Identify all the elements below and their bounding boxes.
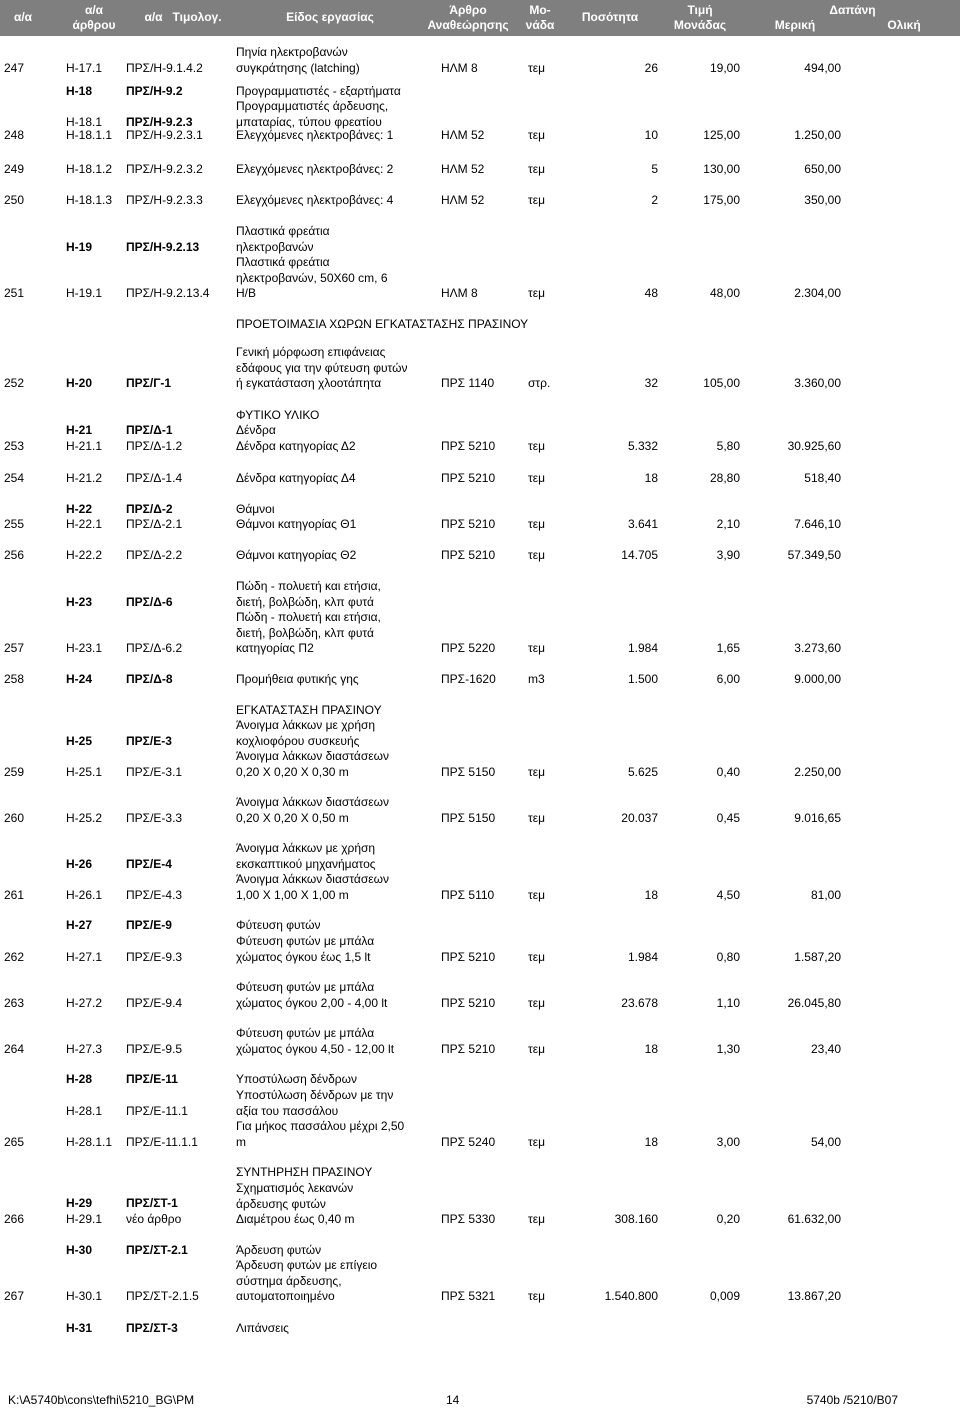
item-code: Η-27 xyxy=(66,918,93,932)
work-description: Φύτευση φυτών με μπάλα χώματος όγκου έως 1,5 lt xyxy=(236,934,375,964)
price-list-code: ΠΡΣ/Ε-11.1.1 xyxy=(126,1134,198,1149)
quantity: 23.678 xyxy=(621,995,658,1010)
unit-price: 1,65 xyxy=(716,641,740,655)
item-code: Η-30.1 xyxy=(66,1289,103,1303)
row-number: 265 xyxy=(4,1134,25,1149)
revision-article: ΗΛΜ 8 xyxy=(441,60,478,75)
quantity: 18 xyxy=(644,1134,658,1149)
price-list-code: ΠΡΣ/Ε-4 xyxy=(126,857,172,871)
revision-article: ΗΛΜ 52 xyxy=(441,162,485,176)
work-description: Φύτευση φυτών με μπάλα χώματος όγκου 4,50 - 12,00 lt xyxy=(236,1026,395,1056)
revision-article: ΠΡΣ 5321 xyxy=(441,1289,496,1303)
item-code: Η-18.1.3 xyxy=(66,193,113,207)
footer-page-number: 14 xyxy=(446,1393,460,1407)
work-description: Πηνία ηλεκτροβανών συγκράτησης (latching) xyxy=(236,45,360,75)
work-description: Άνοιγμα λάκκων διαστάσεων 1,00 Χ 1,00 Χ 1,00 m xyxy=(236,872,389,902)
item-code: Η-18.1 xyxy=(66,114,103,129)
revision-article: ΗΛΜ 52 xyxy=(441,193,485,207)
price-list-code: ΠΡΣ/Η-9.2.3.2 xyxy=(126,162,203,176)
unit: τεμ xyxy=(528,439,546,453)
row-number: 260 xyxy=(4,810,25,825)
price-list-code: ΠΡΣ/Δ-2.1 xyxy=(126,517,183,531)
item-code: Η-24 xyxy=(66,672,93,686)
unit: m3 xyxy=(528,672,545,686)
row-number: 261 xyxy=(4,887,25,902)
col-posotita: Ποσότητα xyxy=(581,10,639,24)
partial-cost: 3.360,00 xyxy=(794,376,841,390)
col-aa-arthrou: α/α άρθρου xyxy=(72,3,116,32)
unit: τεμ xyxy=(528,764,546,779)
unit: τεμ xyxy=(528,471,546,485)
work-description: Πώδη - πολυετή και ετήσια, διετή, βολβώδη, κλπ φυτά κατηγορίας Π2 xyxy=(236,610,381,655)
item-code: Η-23.1 xyxy=(66,641,103,655)
col-aa-timolog: α/α Τιμολογ. xyxy=(144,10,222,24)
work-description: Πλαστικά φρεάτια ηλεκτροβανών, 50Χ60 cm, 6 Η/Β xyxy=(236,255,388,300)
price-list-code: ΠΡΣ/Ε-9.3 xyxy=(126,949,183,964)
price-list-code: ΠΡΣ/Ε-4.3 xyxy=(126,887,183,902)
partial-cost: 494,00 xyxy=(804,60,841,75)
price-list-code: ΠΡΣ/Η-9.2.3.1 xyxy=(126,128,203,142)
footer-reference: 5740b /5210/B07 xyxy=(806,1393,898,1407)
row-number: 256 xyxy=(4,548,25,562)
row-number: 250 xyxy=(4,193,25,207)
unit: τεμ xyxy=(528,1134,546,1149)
item-code: Η-21.1 xyxy=(66,439,103,453)
partial-cost: 30.925,60 xyxy=(787,439,841,453)
quantity: 308.160 xyxy=(614,1212,658,1226)
price-list-code: ΠΡΣ/Ε-3.1 xyxy=(126,764,183,779)
row-number: 263 xyxy=(4,995,25,1010)
col-timi: Τιμή Μονάδας xyxy=(673,3,727,32)
work-description: Διαμέτρου έως 0,40 m xyxy=(236,1212,355,1226)
col-eidos: Είδος εργασίας xyxy=(286,10,374,24)
work-description: ΦΥΤΙΚΟ ΥΛΙΚΟ xyxy=(236,408,320,422)
price-list-code: ΠΡΣ/Η-9.2.13 xyxy=(126,239,200,254)
revision-article: ΠΡΣ 5210 xyxy=(441,995,496,1010)
footer-path: K:\A5740b\cons\tefhi\5210_BG\PM xyxy=(8,1393,195,1407)
quantity: 14.705 xyxy=(621,548,658,562)
row-number: 259 xyxy=(4,764,25,779)
unit-price: 0,009 xyxy=(709,1289,740,1303)
row-number: 266 xyxy=(4,1212,25,1226)
col-aa: α/α xyxy=(13,10,33,24)
price-list-code: ΠΡΣ/Η-9.2.3.3 xyxy=(126,193,203,207)
partial-cost: 350,00 xyxy=(804,193,841,207)
unit-price: 2,10 xyxy=(716,517,740,531)
price-list-code: ΠΡΣ/Δ-6 xyxy=(126,595,173,609)
work-description: Ελεγχόμενες ηλεκτροβάνες: 1 xyxy=(236,128,394,142)
quantity: 1.540.800 xyxy=(604,1289,658,1303)
quantity: 26 xyxy=(644,60,658,75)
row-number: 253 xyxy=(4,439,25,453)
unit: τεμ xyxy=(528,548,546,562)
unit: τεμ xyxy=(528,517,546,531)
item-code: Η-21 xyxy=(66,423,93,437)
unit-price: 48,00 xyxy=(709,286,740,300)
work-description: Πλαστικά φρεάτια ηλεκτροβανών xyxy=(236,224,330,254)
price-list-code: ΠΡΣ/Ε-9.5 xyxy=(126,1041,183,1056)
revision-article: ΠΡΣ 5210 xyxy=(441,949,496,964)
row-number: 248 xyxy=(4,128,25,142)
col-monada: Μο- νάδα xyxy=(525,3,555,32)
price-list-code: νέο άρθρο xyxy=(126,1212,182,1226)
revision-article: ΠΡΣ 5330 xyxy=(441,1212,496,1226)
partial-cost: 518,40 xyxy=(804,471,841,485)
work-description: Άνοιγμα λάκκων διαστάσεων 0,20 Χ 0,20 Χ 0,30 m xyxy=(236,749,389,779)
item-code: Η-26 xyxy=(66,857,93,871)
price-list-code: ΠΡΣ/ΣΤ-2.1.5 xyxy=(126,1289,199,1303)
work-description: Θάμνοι xyxy=(236,502,275,516)
work-description: Φύτευση φυτών xyxy=(236,918,321,932)
unit: τεμ xyxy=(528,1041,546,1056)
unit-price: 105,00 xyxy=(703,376,740,390)
quantity: 20.037 xyxy=(621,810,658,825)
work-description: Για μήκος πασσάλου μέχρι 2,50 m xyxy=(236,1119,405,1149)
unit: τεμ xyxy=(528,641,546,655)
price-list-code: ΠΡΣ/Δ-8 xyxy=(126,672,173,686)
row-number: 264 xyxy=(4,1041,25,1056)
row-number: 267 xyxy=(4,1289,25,1303)
unit-price: 5,80 xyxy=(716,439,740,453)
revision-article: ΠΡΣ 5220 xyxy=(441,641,496,655)
revision-article: ΠΡΣ 5110 xyxy=(441,887,495,902)
price-list-code: ΠΡΣ/Ε-3 xyxy=(126,734,172,748)
unit-price: 0,80 xyxy=(716,949,740,964)
unit-price: 4,50 xyxy=(716,887,740,902)
row-number: 252 xyxy=(4,376,25,390)
quantity: 1.984 xyxy=(627,949,658,964)
row-number: 258 xyxy=(4,672,25,686)
unit: τεμ xyxy=(528,162,546,176)
work-description: Προμήθεια φυτικής γης xyxy=(236,672,359,686)
revision-article: ΗΛΜ 52 xyxy=(441,128,485,142)
partial-cost: 2.250,00 xyxy=(794,764,841,779)
quantity: 5 xyxy=(651,162,658,176)
item-code: Η-18 xyxy=(66,84,93,98)
revision-article: ΠΡΣ-1620 xyxy=(441,672,496,686)
item-code: Η-28 xyxy=(66,1072,93,1086)
unit: τεμ xyxy=(528,810,546,825)
partial-cost: 1.587,20 xyxy=(794,949,841,964)
unit: τεμ xyxy=(528,286,546,300)
work-description: Δένδρα κατηγορίας Δ4 xyxy=(236,471,356,485)
item-code: Η-19.1 xyxy=(66,286,103,300)
work-description: Προγραμματιστές - εξαρτήματα xyxy=(236,84,401,98)
work-description: Σχηματισμός λεκανών άρδευσης φυτών xyxy=(236,1181,354,1211)
item-code: Η-23 xyxy=(66,595,93,609)
col-dapani: Δαπάνη xyxy=(829,3,876,17)
price-list-code: ΠΡΣ/Ε-9 xyxy=(126,918,172,932)
unit: τεμ xyxy=(528,887,546,902)
unit: τεμ xyxy=(528,193,546,207)
item-code: Η-29.1 xyxy=(66,1212,103,1226)
work-description: Υποστύλωση δένδρων xyxy=(236,1072,358,1086)
work-description: Δένδρα xyxy=(236,423,276,437)
revision-article: ΠΡΣ 1140 xyxy=(441,376,495,390)
price-list-code: ΠΡΣ/ΣΤ-2.1 xyxy=(126,1243,188,1257)
partial-cost: 54,00 xyxy=(810,1134,841,1149)
unit: τεμ xyxy=(528,128,546,142)
row-number: 254 xyxy=(4,471,25,485)
price-list-code: ΠΡΣ/Δ-1 xyxy=(126,423,173,437)
work-description: ΣΥΝΤΗΡΗΣΗ ΠΡΑΣΙΝΟΥ xyxy=(236,1165,373,1179)
work-description: Λιπάνσεις xyxy=(236,1321,289,1335)
work-description: ΕΓΚΑΤΑΣΤΑΣΗ ΠΡΑΣΙΝΟΥ xyxy=(236,703,382,717)
quantity: 1.500 xyxy=(627,672,658,686)
partial-cost: 81,00 xyxy=(810,887,841,902)
item-code: Η-26.1 xyxy=(66,887,103,902)
item-code: Η-17.1 xyxy=(66,60,103,75)
unit-price: 125,00 xyxy=(703,128,740,142)
partial-cost: 7.646,10 xyxy=(794,517,841,531)
price-list-code: ΠΡΣ/Η-9.2.13.4 xyxy=(126,286,210,300)
price-list-code: ΠΡΣ/Ε-11 xyxy=(126,1072,178,1086)
work-description: Άρδευση φυτών με επίγειο σύστημα άρδευσης, αυτοματοποιημένο xyxy=(236,1258,378,1303)
item-code: Η-22 xyxy=(66,502,93,516)
revision-article: ΗΛΜ 8 xyxy=(441,286,478,300)
item-code: Η-18.1.1 xyxy=(66,128,113,142)
price-list-code: ΠΡΣ/Δ-2.2 xyxy=(126,548,183,562)
price-list-code: ΠΡΣ/Η-9.1.4.2 xyxy=(126,60,203,75)
partial-cost: 3.273,60 xyxy=(794,641,841,655)
unit: τεμ xyxy=(528,995,546,1010)
revision-article: ΠΡΣ 5210 xyxy=(441,548,496,562)
revision-article: ΠΡΣ 5210 xyxy=(441,1041,496,1056)
partial-cost: 650,00 xyxy=(804,162,841,176)
unit-price: 130,00 xyxy=(703,162,740,176)
work-description: Άρδευση φυτών xyxy=(236,1243,322,1257)
row-number: 251 xyxy=(4,286,25,300)
item-code: Η-25.1 xyxy=(66,764,103,779)
quantity: 32 xyxy=(644,376,658,390)
unit: τεμ xyxy=(528,60,546,75)
work-description: Ελεγχόμενες ηλεκτροβάνες: 4 xyxy=(236,193,394,207)
price-list-code: ΠΡΣ/Η-9.2.3 xyxy=(126,114,193,129)
item-code: Η-27.1 xyxy=(66,949,103,964)
partial-cost: 1.250,00 xyxy=(794,128,841,142)
work-description: Δένδρα κατηγορίας Δ2 xyxy=(236,439,356,453)
price-list-code: ΠΡΣ/Ε-11.1 xyxy=(126,1104,188,1118)
quantity: 18 xyxy=(644,471,658,485)
unit-price: 0,40 xyxy=(716,764,740,779)
unit-price: 0,45 xyxy=(716,810,740,825)
partial-cost: 23,40 xyxy=(810,1041,841,1056)
partial-cost: 9.016,65 xyxy=(794,810,841,825)
unit: τεμ xyxy=(528,1289,546,1303)
work-description: Άνοιγμα λάκκων διαστάσεων 0,20 Χ 0,20 Χ 0,50 m xyxy=(236,795,389,825)
partial-cost: 13.867,20 xyxy=(787,1289,841,1303)
quantity: 5.332 xyxy=(627,439,658,453)
unit: τεμ xyxy=(528,949,546,964)
quantity: 18 xyxy=(644,887,658,902)
price-list-code: ΠΡΣ/ΣΤ-1 xyxy=(126,1196,178,1210)
item-code: Η-19 xyxy=(66,239,93,254)
col-meriki: Μερική xyxy=(774,18,816,32)
unit: στρ. xyxy=(528,376,551,390)
item-code: Η-31 xyxy=(66,1321,93,1335)
row-number: 247 xyxy=(4,60,25,75)
row-number: 257 xyxy=(4,641,25,655)
col-oliki: Ολική xyxy=(887,18,921,32)
work-description: Ελεγχόμενες ηλεκτροβάνες: 2 xyxy=(236,162,394,176)
work-description: Υποστύλωση δένδρων με την αξία του πασσάλου xyxy=(236,1088,394,1118)
partial-cost: 26.045,80 xyxy=(787,995,841,1010)
price-list-code: ΠΡΣ/Δ-6.2 xyxy=(126,641,183,655)
work-description: Προγραμματιστές άρδευσης, μπαταρίας, τύπου φρεατίου xyxy=(236,99,389,129)
table-header xyxy=(0,0,960,36)
work-description: Θάμνοι κατηγορίας Θ1 xyxy=(236,517,357,531)
price-list-code: ΠΡΣ/Γ-1 xyxy=(126,376,172,390)
quantity: 5.625 xyxy=(627,764,658,779)
price-list-code: ΠΡΣ/Ε-9.4 xyxy=(126,995,183,1010)
revision-article: ΠΡΣ 5150 xyxy=(441,764,496,779)
item-code: Η-21.2 xyxy=(66,471,103,485)
unit-price: 0,20 xyxy=(716,1212,740,1226)
partial-cost: 2.304,00 xyxy=(794,286,841,300)
quantity: 48 xyxy=(644,286,658,300)
partial-cost: 9.000,00 xyxy=(794,672,841,686)
work-description: Φύτευση φυτών με μπάλα χώματος όγκου 2,00 - 4,00 lt xyxy=(236,980,388,1010)
item-code: Η-22.2 xyxy=(66,548,103,562)
price-list-code: ΠΡΣ/Η-9.2 xyxy=(126,84,183,98)
quantity: 10 xyxy=(644,128,658,142)
item-code: Η-18.1.2 xyxy=(66,162,113,176)
price-list-code: ΠΡΣ/Δ-2 xyxy=(126,502,173,516)
row-number: 262 xyxy=(4,949,25,964)
price-list-code: ΠΡΣ/Δ-1.2 xyxy=(126,439,183,453)
price-list-code: ΠΡΣ/Ε-3.3 xyxy=(126,810,183,825)
work-description: Άνοιγμα λάκκων με χρήση εκσκαπτικού μηχανήματος xyxy=(236,841,376,871)
unit-price: 3,00 xyxy=(716,1134,740,1149)
unit-price: 6,00 xyxy=(716,672,740,686)
price-list-code: ΠΡΣ/Δ-1.4 xyxy=(126,471,183,485)
quantity: 2 xyxy=(651,193,658,207)
item-code: Η-27.3 xyxy=(66,1041,103,1056)
unit-price: 1,30 xyxy=(716,1041,740,1056)
item-code: Η-25.2 xyxy=(66,810,103,825)
revision-article: ΠΡΣ 5210 xyxy=(441,517,496,531)
row-number: 249 xyxy=(4,162,25,176)
revision-article: ΠΡΣ 5210 xyxy=(441,471,496,485)
unit-price: 175,00 xyxy=(703,193,740,207)
work-description: Θάμνοι κατηγορίας Θ2 xyxy=(236,548,357,562)
work-description: Άνοιγμα λάκκων με χρήση κοχλιοφόρου συσκευής xyxy=(236,718,376,748)
item-code: Η-29 xyxy=(66,1196,93,1210)
revision-article: ΠΡΣ 5210 xyxy=(441,439,496,453)
revision-article: ΠΡΣ 5240 xyxy=(441,1134,496,1149)
item-code: Η-20 xyxy=(66,376,93,390)
item-code: Η-28.1 xyxy=(66,1104,103,1118)
work-description: Πώδη - πολυετή και ετήσια, διετή, βολβώδη, κλπ φυτά xyxy=(236,579,381,609)
unit-price: 1,10 xyxy=(716,995,740,1010)
item-code: Η-25 xyxy=(66,734,93,748)
col-arthro: Άρθρο Αναθεώρησης xyxy=(427,3,509,32)
item-code: Η-28.1.1 xyxy=(66,1134,113,1149)
work-description: Γενική μόρφωση επιφάνειας εδάφους για την φύτευση φυτών ή εγκατάσταση χλοοτάπητα xyxy=(236,345,408,390)
unit-price: 28,80 xyxy=(709,471,740,485)
work-description: ΠΡΟΕΤΟΙΜΑΣΙΑ ΧΩΡΩΝ ΕΓΚΑΤΑΣΤΑΣΗΣ ΠΡΑΣΙΝΟΥ xyxy=(236,317,529,331)
partial-cost: 61.632,00 xyxy=(787,1212,841,1226)
row-number: 255 xyxy=(4,517,25,531)
unit: τεμ xyxy=(528,1212,546,1226)
quantity: 3.641 xyxy=(627,517,658,531)
item-code: Η-27.2 xyxy=(66,995,103,1010)
quantity: 18 xyxy=(644,1041,658,1056)
quantity: 1.984 xyxy=(627,641,658,655)
unit-price: 3,90 xyxy=(716,548,740,562)
item-code: Η-22.1 xyxy=(66,517,103,531)
revision-article: ΠΡΣ 5150 xyxy=(441,810,496,825)
price-list-code: ΠΡΣ/ΣΤ-3 xyxy=(126,1321,178,1335)
unit-price: 19,00 xyxy=(709,60,740,75)
item-code: Η-30 xyxy=(66,1243,93,1257)
partial-cost: 57.349,50 xyxy=(787,548,841,562)
